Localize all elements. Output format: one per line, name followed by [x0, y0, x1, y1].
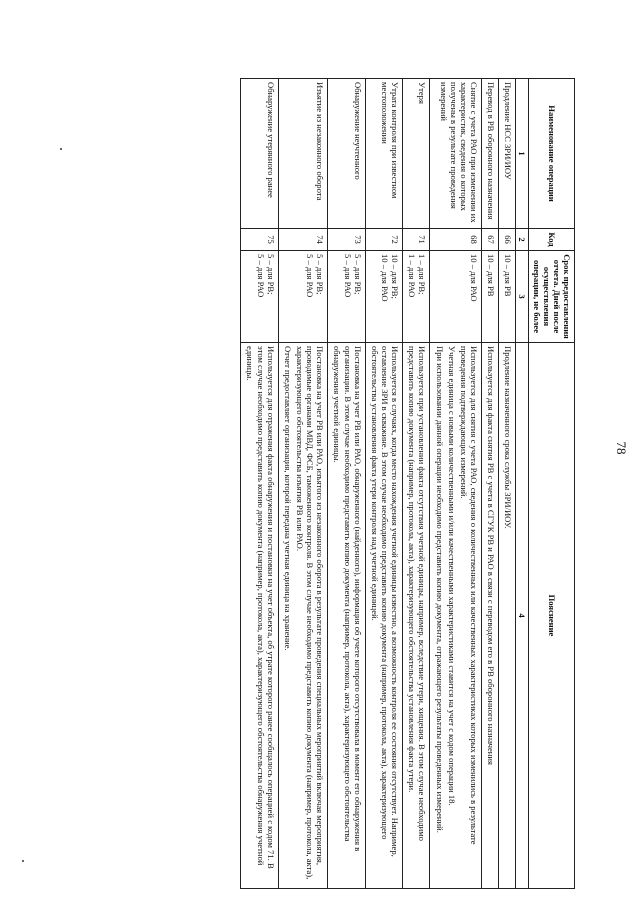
column-number-row [516, 79, 529, 889]
explanation-paragraph: Используется для факта снятия РВ с учета в СГУК РВ и РАО в связи с переводом его в РВ оборонного назначения [486, 346, 497, 765]
explanation-cell [241, 343, 278, 889]
column-number: 4 [516, 343, 529, 889]
column-number: 1 [516, 79, 529, 229]
explanation-cell [365, 343, 402, 889]
operation-name-cell: Снятие с учета РАО при изменении их характеристик, сведения о которых получены в результате проведения измерений [430, 79, 482, 229]
operation-code-cell: 71 [403, 229, 430, 251]
operation-code-cell: 66 [499, 229, 516, 251]
explanation-paragraph: Используется при установлении факта отсутствия учетной единицы, например, вследствие утери, хищения. В этом случае необходимо представить копию документа (например, протокола, акта), характеризующего обстоятельства установления факта утери. [407, 346, 428, 841]
deadline-line: 10 – для РАО [469, 254, 480, 302]
deadline-line: 5 – для РВ; [265, 254, 276, 295]
explanation-paragraph: Отчет предоставляет организация, которой передана учетная единица на хранение. [282, 346, 293, 651]
explanation-cell [403, 343, 430, 889]
rotated-table-container [95, 78, 575, 888]
table-row [430, 79, 482, 889]
operations-table [240, 78, 575, 889]
deadline-line: 10 – для РАО [380, 254, 391, 302]
operation-name-cell: Изъятие из незаконного оборота [278, 79, 328, 229]
operation-code-cell: 67 [482, 229, 499, 251]
report-deadline-cell [328, 251, 365, 343]
explanation-cell [278, 343, 328, 889]
operation-name-cell: Перевод в РВ оборонного назначения [482, 79, 499, 229]
table-row [403, 79, 430, 889]
deadline-line: 5 – для РАО [342, 254, 353, 298]
table-header-row [529, 79, 575, 889]
operation-name-cell: Утрата контроля при известном местоположении [365, 79, 402, 229]
report-deadline-cell [482, 251, 499, 343]
report-deadline-cell [365, 251, 402, 343]
operation-name-cell: Продление НСС ЗРИ/ИОУ [499, 79, 516, 229]
explanation-paragraph: Постановка на учет РВ или РАО, обнаруженного (найденного), информация об учете которого отсутствовала в момент его обнаружения в организации. В этом случае необходимо представить копию документа (например, протокола, акта), характеризующего обстоятельства обнаружения учетной единицы. [332, 346, 363, 852]
operation-name-cell: Обнаружение неучтенного [328, 79, 365, 229]
operation-name-cell: Обнаружение утерянного ранее [241, 79, 278, 229]
explanation-paragraph: Учетная единица с новыми количественными и/или качественными характеристиками ставится на учет с кодом операции 18. [446, 346, 457, 806]
deadline-line: 1 – для РВ; [417, 254, 428, 295]
deadline-line: 5 – для РАО [255, 254, 266, 298]
explanation-cell [430, 343, 482, 889]
explanation-paragraph: При использовании данной операции необходимо представить копию документа, отражающего результаты проведенных измерений. [434, 346, 445, 833]
deadline-line: 5 – для РАО [305, 254, 316, 298]
report-deadline-cell [278, 251, 328, 343]
report-deadline-cell [499, 251, 516, 343]
column-number: 2 [516, 229, 529, 251]
operation-code-cell: 74 [278, 229, 328, 251]
column-number: 3 [516, 251, 529, 343]
deadline-line: 10 – для РВ [503, 254, 514, 297]
table-row [328, 79, 365, 889]
explanation-paragraph: Продление назначенного срока службы ЗРИ/ИОУ. [503, 346, 514, 529]
explanation-paragraph: Используется в случаях, когда место нахождения учетной единицы известно, а возможность контроля ее состояния отсутствует. Например, оставление ЗРИ в скважине. В этом случае необходимо представить копию документа (например, протокола, акта), характеризующего обстоятельства установления факта утери контроля над учетной единицей. [369, 346, 401, 857]
table-row [499, 79, 516, 889]
explanation-paragraph: Постановка на учет РВ или РАО, изъятого из незаконного оборота в результате проведения специальных мероприятий включая мероприятия, проводимые органами МВД, ФСБ, таможенного контроля. В этом случае необходимо представить копию документа (например, протокола, акта), характеризующего обстоятельства изъятия РВ или РАО. [295, 346, 326, 880]
explanation-paragraph: Используется для отражения факта обнаружения и постановки на учет объекта, об утрате которого ранее сообщалось операцией с кодом 71. В этом случае необходимо представить копию документа (например, протокола, акта), характеризующего обстоятельства обнаружения учетной единицы. [245, 346, 276, 869]
header-code: Код [529, 229, 575, 251]
table-row [241, 79, 278, 889]
scan-speck [60, 148, 62, 150]
explanation-cell [328, 343, 365, 889]
report-deadline-cell [241, 251, 278, 343]
operation-code-cell: 72 [365, 229, 402, 251]
explanation-cell [482, 343, 499, 889]
table-row [278, 79, 328, 889]
deadline-line: 5 – для РВ; [352, 254, 363, 295]
operation-code-cell: 73 [328, 229, 365, 251]
report-deadline-cell [403, 251, 430, 343]
operation-code-cell: 68 [430, 229, 482, 251]
deadline-line: 10 – для РВ [486, 254, 497, 297]
header-days: Срок предоставления отчета. Дней после осуществления операции, не более [529, 251, 575, 343]
table-body [241, 79, 516, 889]
operation-name-cell: Утеря [403, 79, 430, 229]
deadline-line: 5 – для РВ; [315, 254, 326, 295]
scan-speck [22, 860, 24, 862]
header-name: Наименование операции [529, 79, 575, 229]
report-deadline-cell [430, 251, 482, 343]
page-number: 78 [614, 441, 629, 455]
operation-code-cell: 75 [241, 229, 278, 251]
deadline-line: 10 – для РВ; [390, 254, 401, 299]
table-row [482, 79, 499, 889]
header-explanation: Пояснение [529, 343, 575, 889]
deadline-line: 1 – для РАО [407, 254, 418, 298]
explanation-cell [499, 343, 516, 889]
table-row [365, 79, 402, 889]
explanation-paragraph: Используется для снятия с учета РАО, сведения о количественных или качественных характеристиках которых изменились в результате проведения подтверждающих измерений. [458, 346, 480, 845]
